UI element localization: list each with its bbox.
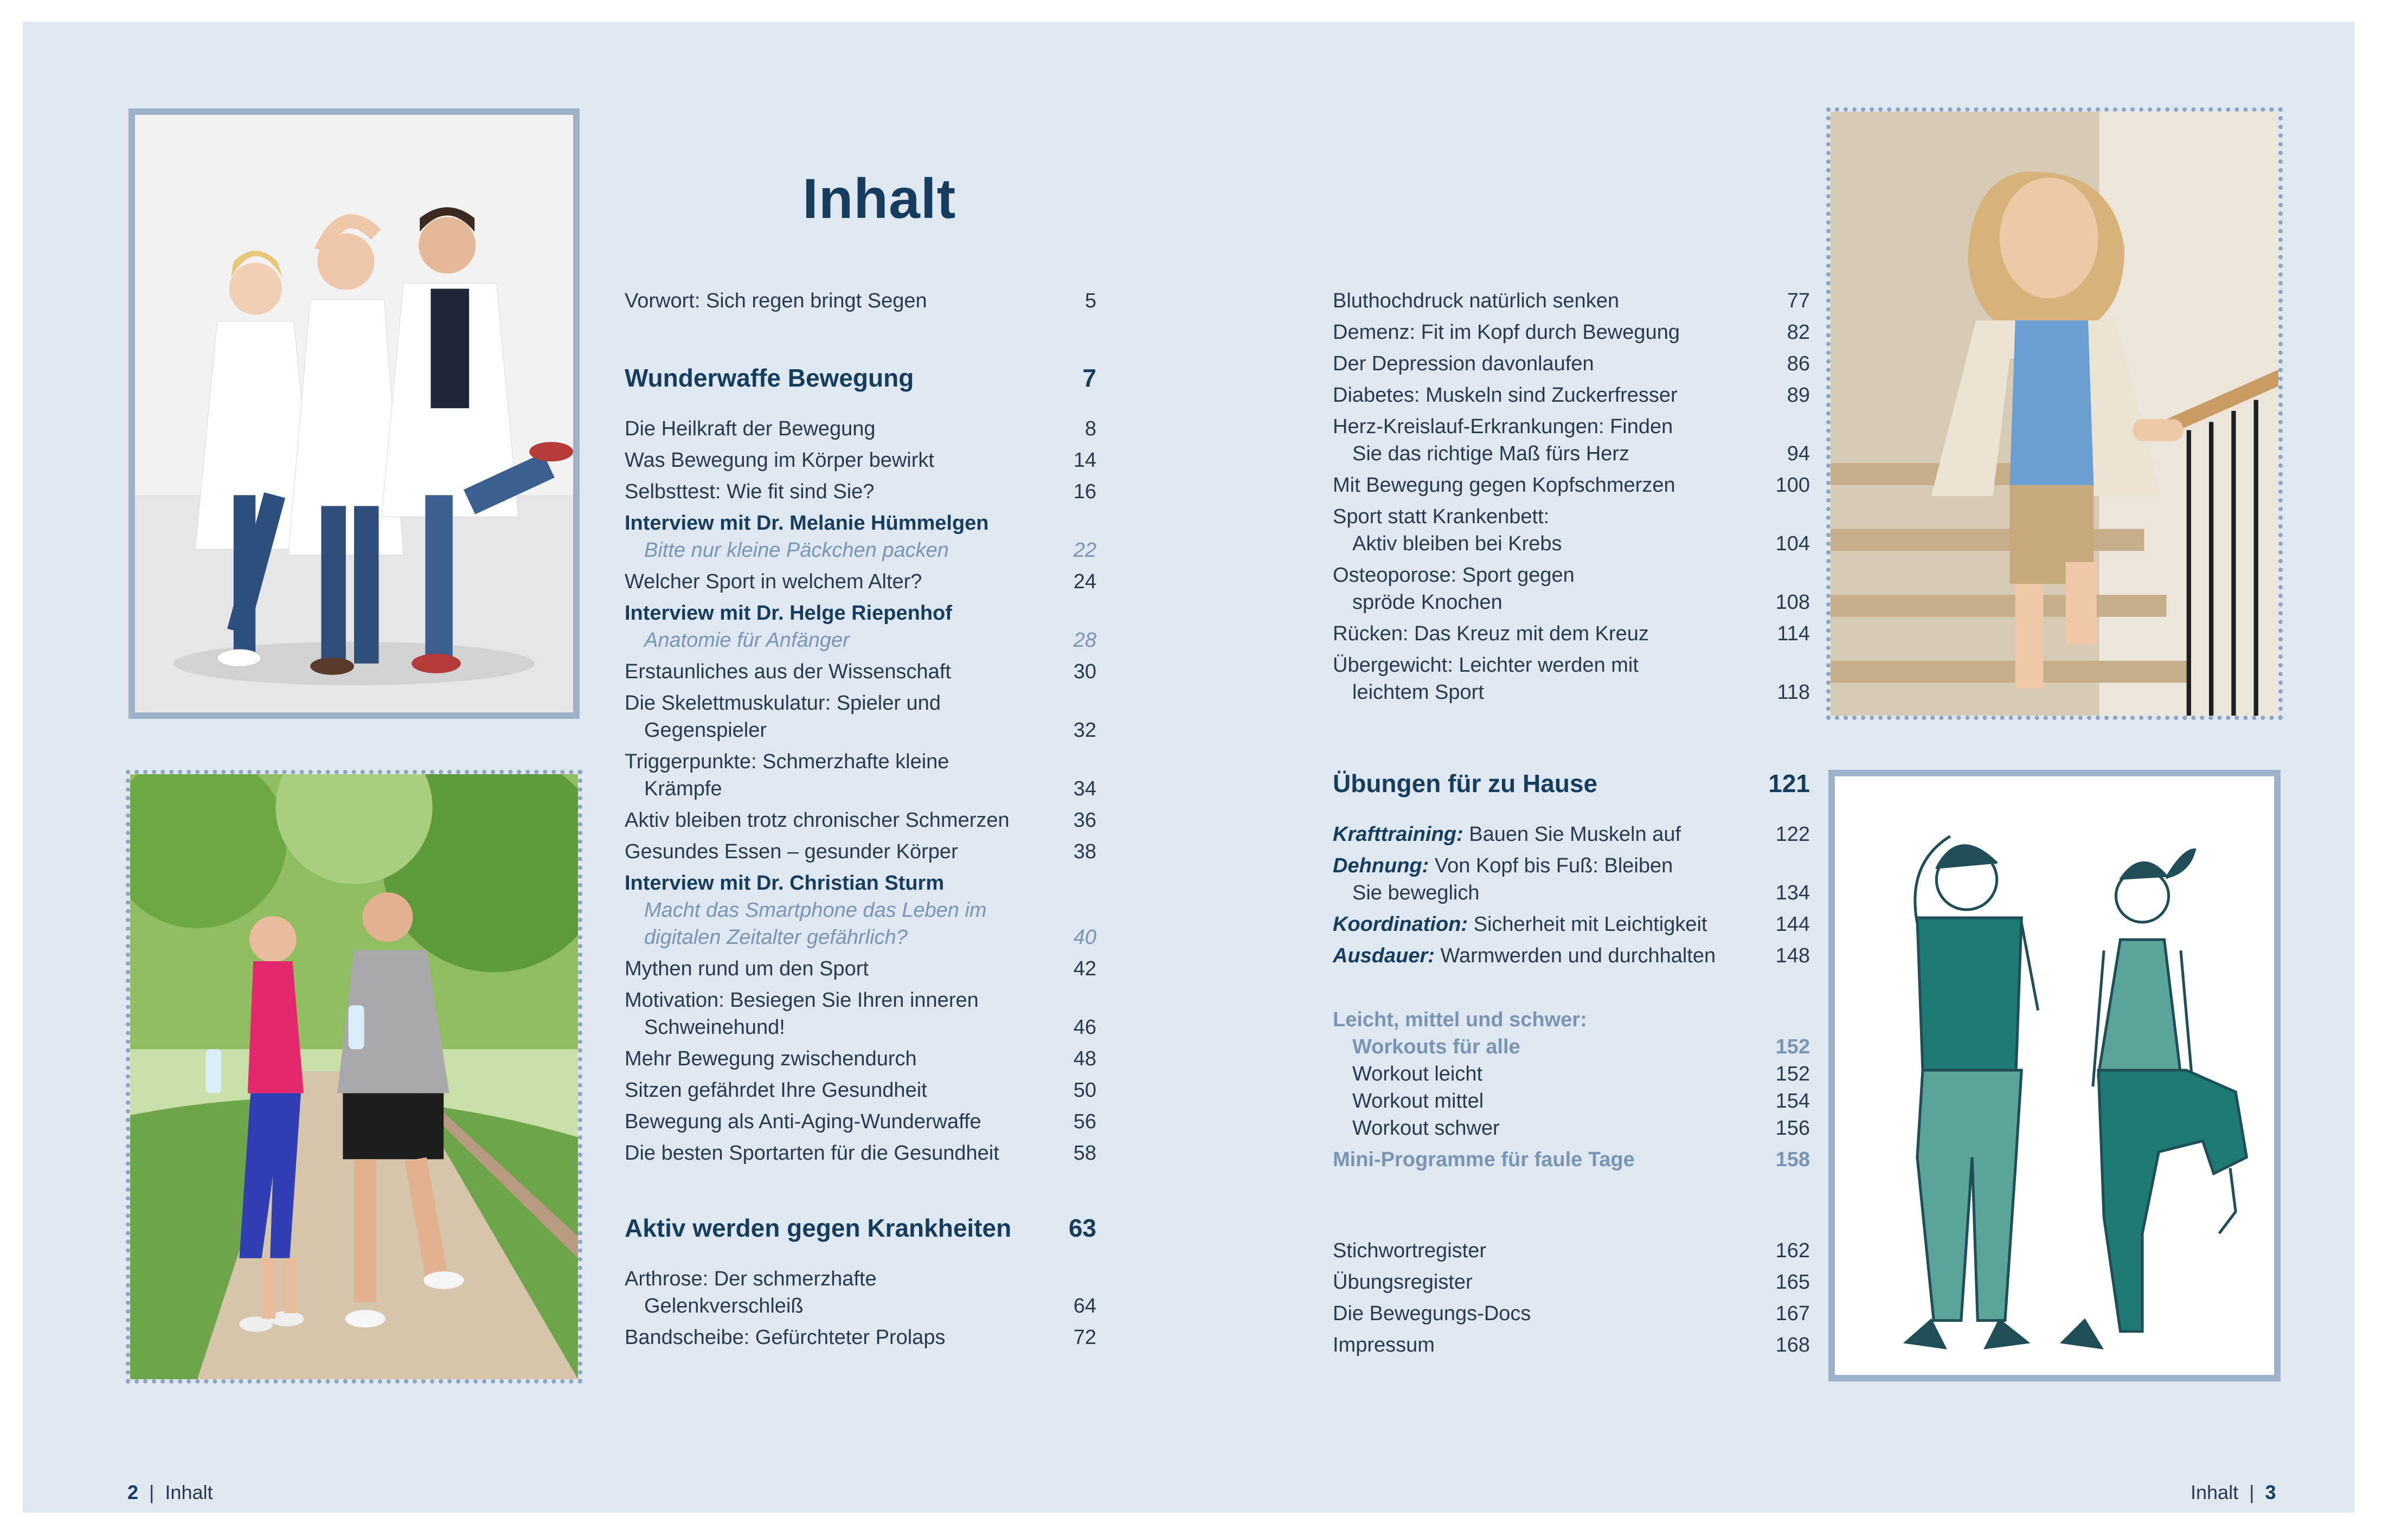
page-number: 2 (127, 1481, 139, 1503)
stretching-illustration (1828, 770, 2281, 1381)
footer-right (2191, 1481, 2276, 1504)
footer-label: Inhalt (2191, 1481, 2239, 1503)
book-spread: Inhalt Vorwort: Sich regen bringt Segen 5 Wunderwaffe Bewegung 7 Die Heilkraft der Bewegung 8 Was Bewegung im Körper bewirkt 14 Selbsttest: Wie fit sind Sie? 16 Interview mit Dr. Melanie Hümmelgen Bitte nur kleine Päckchen packen 22 Welcher Sport in welchem Alter? 24 Interview mit Dr. Helge Riepenhof Anatomie für Anfänger 28 Erstaunliches aus der Wissenschaft 30 Die Skelettmuskulatur: Spieler und Gegenspieler 32 Triggerpunkte: Schmerzhafte kleine Krämpfe 34 Aktiv bleiben trotz chronischer Schmerzen 36 Gesundes Essen – gesunder Körper 38 Interview mit Dr. Christian Sturm Macht das Smartphone das Leben im digitalen Zeitalter gefährlich? 40 Mythen rund um den Sport 42 Motivation: Besiegen Sie Ihren inneren Schweinehund! 46 Mehr Bewegung zwischendurch 48 Sitzen gefährdet Ihre Gesundheit 50 Bewegung als Anti-Aging-Wunderwaffe 56 Die besten Sportarten für die Gesundheit 58 Aktiv werden gegen Krankheiten 63 Arthrose: Der schmerzhafte Gelenkverschleiß 64 Bandscheibe: Gefürchteter Prolaps 72 Bluthochdruck natürlich senken 77 Demenz: Fit im Kopf durch Bewegung 82 Der Depression davonlaufen 86 Diabetes: Muskeln sind Zuckerfresser 89 Herz-Kreislauf-Erkrankungen: Finden Sie das richtige Maß fürs Herz 94 Mit Bewegung gegen Kopfschmerzen 100 Sport statt Krankenbett: Aktiv bleiben bei Krebs 104 Osteoporose: Sport gegen spröde Knochen 108 Rücken: Das Kreuz mit dem Kreuz 114 Übergewicht: Leichter werden mit leichtem Sport 118 Übungen für zu Hause 121 Krafttraining: Bauen Sie Muskeln auf 122 Dehnung: Von Kopf bis Fuß: Bleiben Sie beweglich 134 Koordination: Sicherheit mit Leichtigkeit 144 Ausdauer: Warmwerden und durchhalten 148 Leicht, mittel und schwer: Workouts für alle 152 Workout leicht 152 Workout mittel 154 Workout schwer 156 Mini-Programme für faule Tage 158 Stichwortregister 162 Übungsregister 165 Die Bewegungs-Docs 167 Impressum 168 2 | Inhalt Inhalt | 3 (23, 22, 2354, 1513)
footer-left (127, 1481, 213, 1504)
page-number: 3 (2265, 1481, 2276, 1503)
woman-stairs-photo (1826, 107, 2283, 720)
doctors-photo (129, 108, 580, 719)
footer-separator: | (2249, 1481, 2255, 1503)
joggers-photo (126, 770, 582, 1384)
footer-label: Inhalt (165, 1481, 213, 1503)
footer-separator: | (149, 1481, 155, 1503)
page-title: Inhalt (802, 168, 956, 230)
